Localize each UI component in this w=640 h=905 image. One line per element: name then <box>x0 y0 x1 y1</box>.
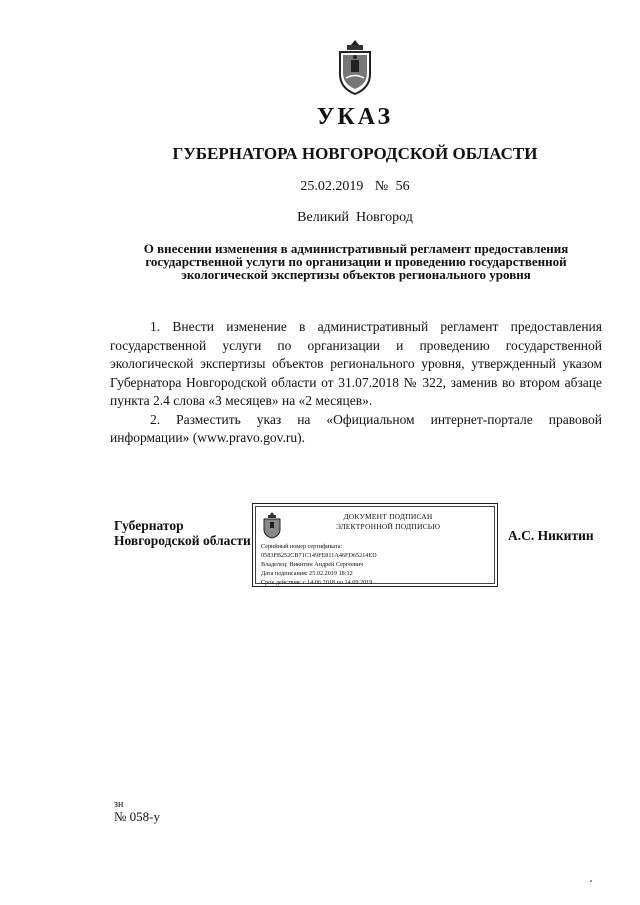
paragraph-1: 1. Внести изменение в административный регламент предоставления государственной услуги по организации и проведению государственной экологической экспертизы объектов регионального уровня, утвержденный указом Губернатора Новгородской области от 31.07.2018 № 322, заменив во втором абзаце пункта 2.4 слова «3 месяцев» на «2 месяцев». <box>110 319 602 408</box>
document-subtitle: ГУБЕРНАТОРА НОВГОРОДСКОЙ ОБЛАСТИ <box>172 144 538 163</box>
stamp-details <box>261 542 490 587</box>
stamp-heading-line: ЭЛЕКТРОННОЙ ПОДПИСЬЮ <box>335 522 441 531</box>
footer-initials: зн <box>114 799 124 810</box>
footer-code: № 058-у <box>114 809 160 824</box>
document-body <box>110 318 602 448</box>
heading-line: экологической экспертизы объектов регионального уровня <box>181 267 531 282</box>
signatory-name: А.С. Никитин <box>508 528 594 543</box>
heading-line: государственной услуги по организации и проведению государственной <box>145 254 567 269</box>
signing-date: Дата подписания: 25.02.2019 18:12 <box>261 570 353 577</box>
stamp-heading <box>286 512 490 532</box>
electronic-signature-stamp <box>252 503 498 587</box>
stamp-coat-of-arms-icon <box>261 511 283 539</box>
stamp-heading-line: ДОКУМЕНТ ПОДПИСАН <box>343 512 433 521</box>
document-heading <box>110 242 602 281</box>
date-number-line <box>0 179 640 195</box>
signatory-position <box>114 518 251 548</box>
serial-label: Серийный номер сертификата: <box>261 543 343 550</box>
position-line: Губернатор <box>114 518 184 533</box>
document-number: 56 <box>395 179 410 194</box>
validity-period: Срок действия: с 14.06.2018 по 14.09.2019 <box>261 579 373 586</box>
coat-of-arms-icon <box>332 38 378 98</box>
paragraph-2: 2. Разместить указ на «Официальном интернет-портале правовой информации» (www.pravo.gov.ru). <box>110 411 602 445</box>
scan-speck <box>590 880 592 882</box>
footer-note <box>114 800 160 824</box>
number-label: № <box>374 179 389 194</box>
position-line: Новгородской области <box>114 533 251 548</box>
document-date: 25.02.2019 <box>300 179 364 194</box>
place-of-issue: Великий Новгород <box>297 210 413 225</box>
document-title: УКАЗ <box>316 104 394 130</box>
owner: Владелец: Никитин Андрей Сергеевич <box>261 561 364 568</box>
heading-line: О внесении изменения в административный регламент предоставления <box>143 241 569 256</box>
serial-number: 0583FB252CB71C149FE811A46FD65214ED <box>261 552 377 559</box>
